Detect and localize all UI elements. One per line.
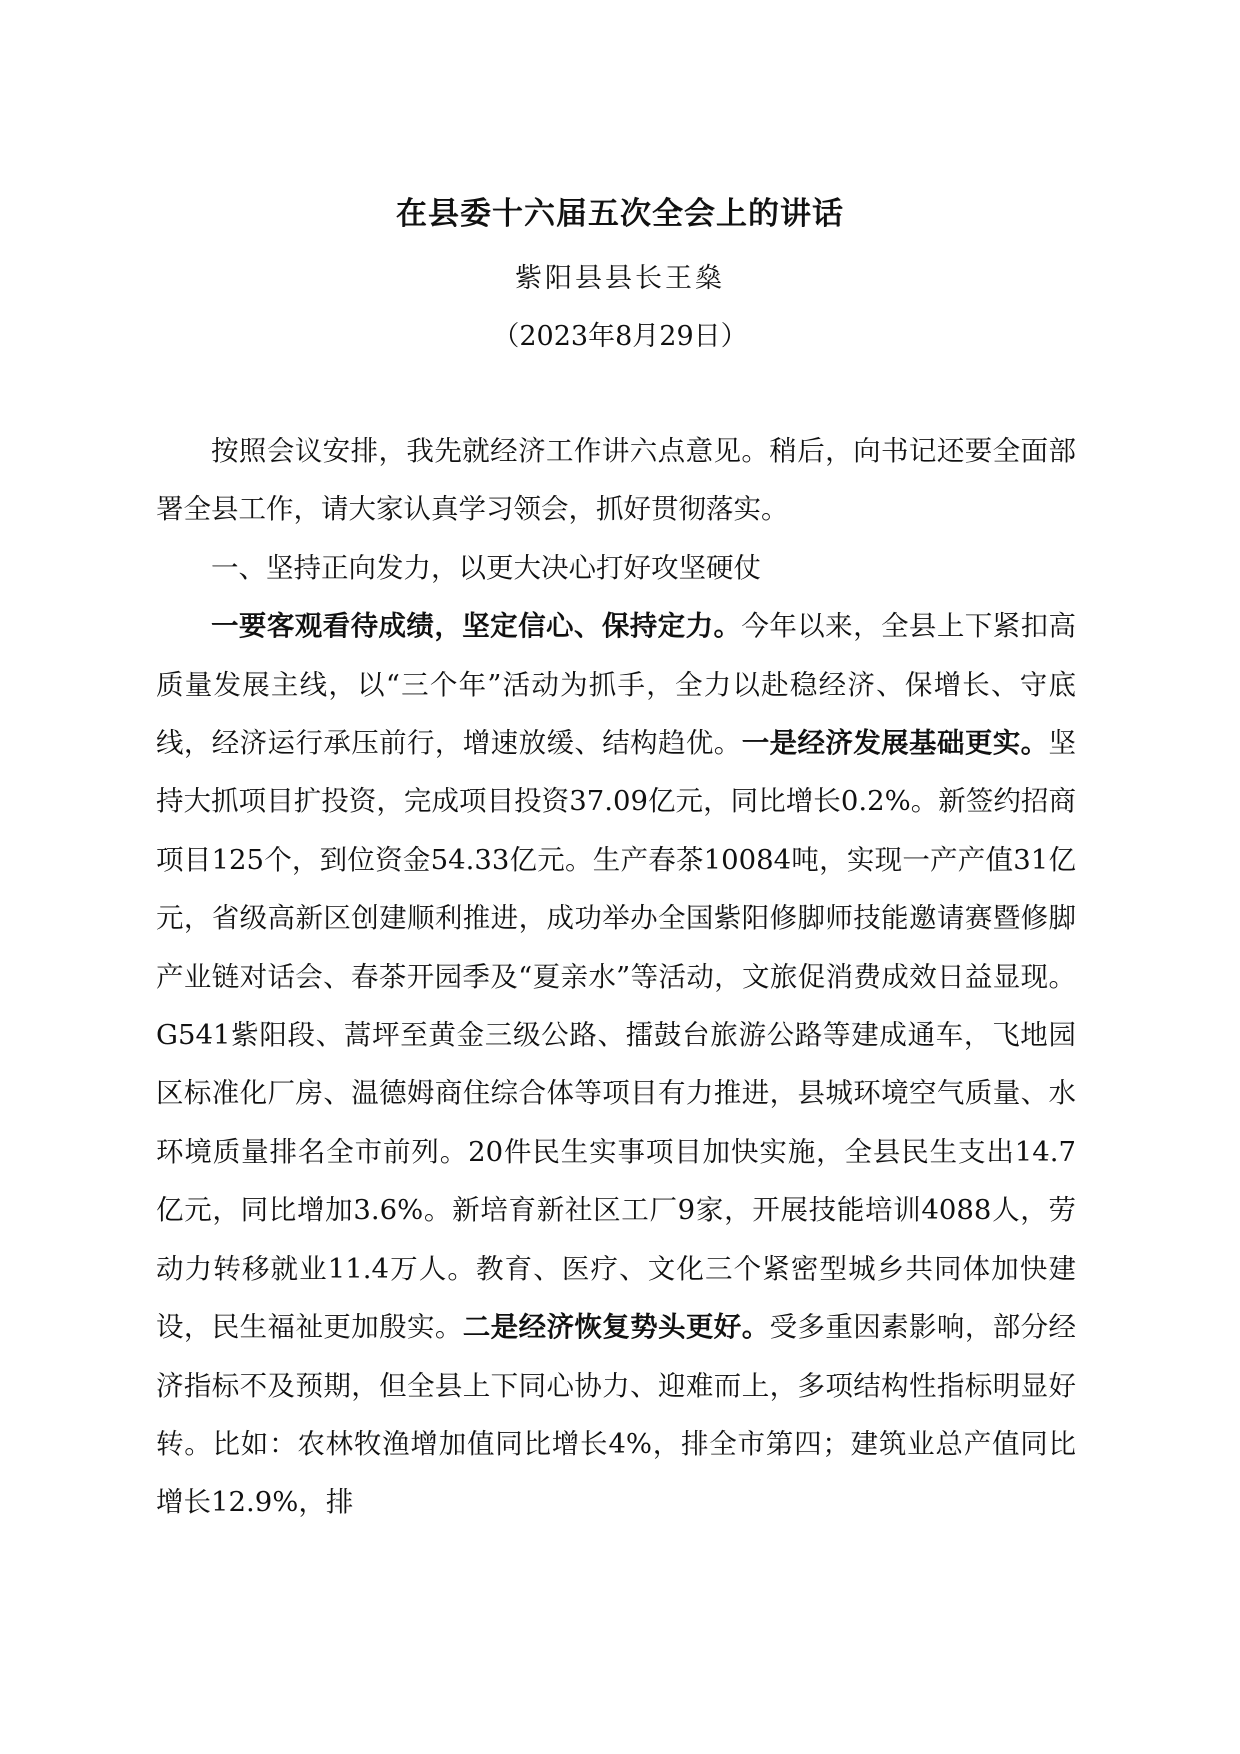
body-paragraph <box>156 597 1076 1532</box>
document-author: 紫阳县县长王燊 <box>515 263 725 294</box>
paragraph-text: 坚持大抓项目扩投资，完成项目投资37.09亿元，同比增长0.2%。新签约招商项目125个，到位资金54.33亿元。生产春茶10084吨，实现一产产值31亿元，省级高新区创建顺利推进，成功举办全国紫阳修脚师技能邀请赛暨修脚产业链对话会、春茶开园季及“夏亲水”等活动，文旅促消费成效日益显现。G541紫阳段、蒿坪至黄金三级公路、擂鼓台旅游公路等建成通车，飞地园区标准化厂房、温德姆商住综合体等项目有力推进，县城环境空气质量、水环境质量排名全市前列。20件民生实事项目加快实施，全县民生支出14.7亿元，同比增加3.6%。新培育新社区工厂9家，开展技能培训4088人，劳动力转移就业11.4万人。教育、医疗、文化三个紧密型城乡共同体加快建设，民生福祉更加殷实。 <box>156 727 1076 1344</box>
document-date: （2023年8月29日） <box>492 321 748 352</box>
paragraph-text: 今年以来，全县上下紧扣高质量发展主线，以“三个年”活动为抓手，全力以赴稳经济、保增长、守底线，经济运行承压前行，增速放缓、结构趋优。 <box>156 610 1077 760</box>
highlight-point-1: 一是经济发展基础更实。 <box>741 727 1049 760</box>
highlight-point-2: 二是经济恢复势头更好。 <box>462 1311 770 1344</box>
paragraph-lead: 一要客观看待成绩，坚定信心、保持定力。 <box>211 610 742 643</box>
intro-paragraph: 按照会议安排，我先就经济工作讲六点意见。稍后，向书记还要全面部署全县工作，请大家认真学习领会，抓好贯彻落实。 <box>156 435 1076 526</box>
paragraph-text: 受多重因素影响，部分经济指标不及预期，但全县上下同心协力、迎难而上，多项结构性指标明显好转。比如：农林牧渔增加值同比增长4%，排全市第四；建筑业总产值同比增长12.9%，排 <box>156 1311 1076 1519</box>
document-title: 在县委十六届五次全会上的讲话 <box>396 196 844 232</box>
section-heading: 一、坚持正向发力，以更大决心打好攻坚硬仗 <box>211 551 761 584</box>
document-body <box>156 422 1076 1532</box>
